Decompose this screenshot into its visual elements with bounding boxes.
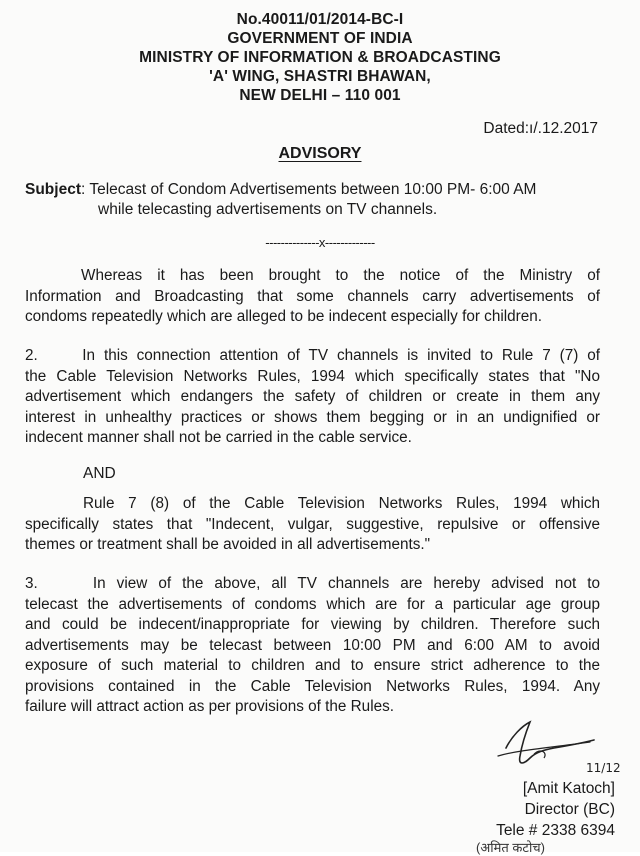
paragraph-2-line: 2. In this connection attention of TV channels is invited to Rule 7 (7) of (25, 347, 600, 364)
paragraph-4-line: advertisements may be telecast between 10:00 PM and 6:00 AM to avoid (25, 636, 600, 654)
paragraph-3-line: Rule 7 (8) of the Cable Television Networks Rules, 1994 which (83, 495, 600, 512)
dated-line: Dated:ı/.12.2017 (483, 120, 598, 137)
handwritten-signature (478, 718, 621, 780)
subject-line-1 (25, 180, 615, 200)
paragraph-2-line: indecent manner shall not be carried in the cable service. (25, 429, 412, 446)
paragraph-3-line: specifically states that "Indecent, vulgar, suggestive, repulsive or offensive (25, 515, 600, 533)
paragraph-4-line: provisions contained in the Cable Television Networks Rules, 1994. Any (25, 677, 600, 695)
signatory-designation: Director (BC) (524, 801, 615, 818)
paragraph-1 (25, 266, 600, 328)
signatory-telephone: Tele # 2338 6394 (496, 822, 615, 839)
and-connector: AND (83, 465, 116, 482)
paragraph-2-line: advertisement which endangers the safety of children or create in them any (25, 388, 600, 405)
subject-block (25, 180, 615, 220)
paragraph-2 (25, 346, 600, 449)
letterhead (0, 10, 640, 105)
paragraph-3-line: themes or treatment shall be avoided in all advertisements." (25, 536, 431, 553)
government-line: GOVERNMENT OF INDIA (227, 30, 413, 47)
advisory-title-text: ADVISORY (278, 145, 362, 162)
hindi-name-stamp: (अमित कटोच) (476, 840, 545, 855)
paragraph-4-line: 3. In view of the above, all TV channels are hereby advised not to (25, 575, 600, 592)
advisory-title (0, 145, 640, 163)
paragraph-2-line: the Cable Television Networks Rules, 1994 which specifically states that "No (25, 367, 600, 385)
paragraph-4-line: exposure of such material to children and to ensure strict adherence to the (25, 657, 600, 674)
paragraph-1-line: Information and Broadcasting that some channels carry advertisements of (25, 287, 600, 305)
paragraph-4 (25, 574, 600, 718)
signatory-block (496, 778, 615, 841)
paragraph-1-line: Whereas it has been brought to the notice of the Ministry of (81, 267, 600, 284)
paragraph-2-line: interest in unhealthy practices or shows them begging or in an undignified or (25, 408, 600, 426)
separator-line: --------------x------------- (265, 235, 375, 250)
signatory-name: [Amit Katoch] (522, 780, 615, 797)
paragraph-4-line: telecast the advertisements of condoms which are for a particular age group (25, 595, 600, 613)
paragraph-1-line: condoms repeatedly which are alleged to be indecent especially for children. (25, 308, 543, 325)
ministry-line: MINISTRY OF INFORMATION & BROADCASTING (139, 49, 501, 66)
paragraph-4-line: and could be indecent/inappropriate for viewing by children. Therefore such (25, 616, 600, 633)
subject-label: Subject (25, 181, 81, 198)
paragraph-4-line: failure will attract action as per provisions of the Rules. (25, 698, 394, 715)
subject-line-2: while telecasting advertisements on TV channels. (98, 201, 438, 218)
paragraph-3 (25, 494, 600, 556)
subject-text-1: : Telecast of Condom Advertisements between 10:00 PM- 6:00 AM (80, 181, 537, 198)
city-line: NEW DELHI – 110 001 (239, 87, 401, 104)
signature-date: 11/12 (586, 761, 621, 775)
wing-line: 'A' WING, SHASTRI BHAWAN, (209, 68, 431, 85)
file-number: No.40011/01/2014-BC-I (236, 11, 404, 28)
